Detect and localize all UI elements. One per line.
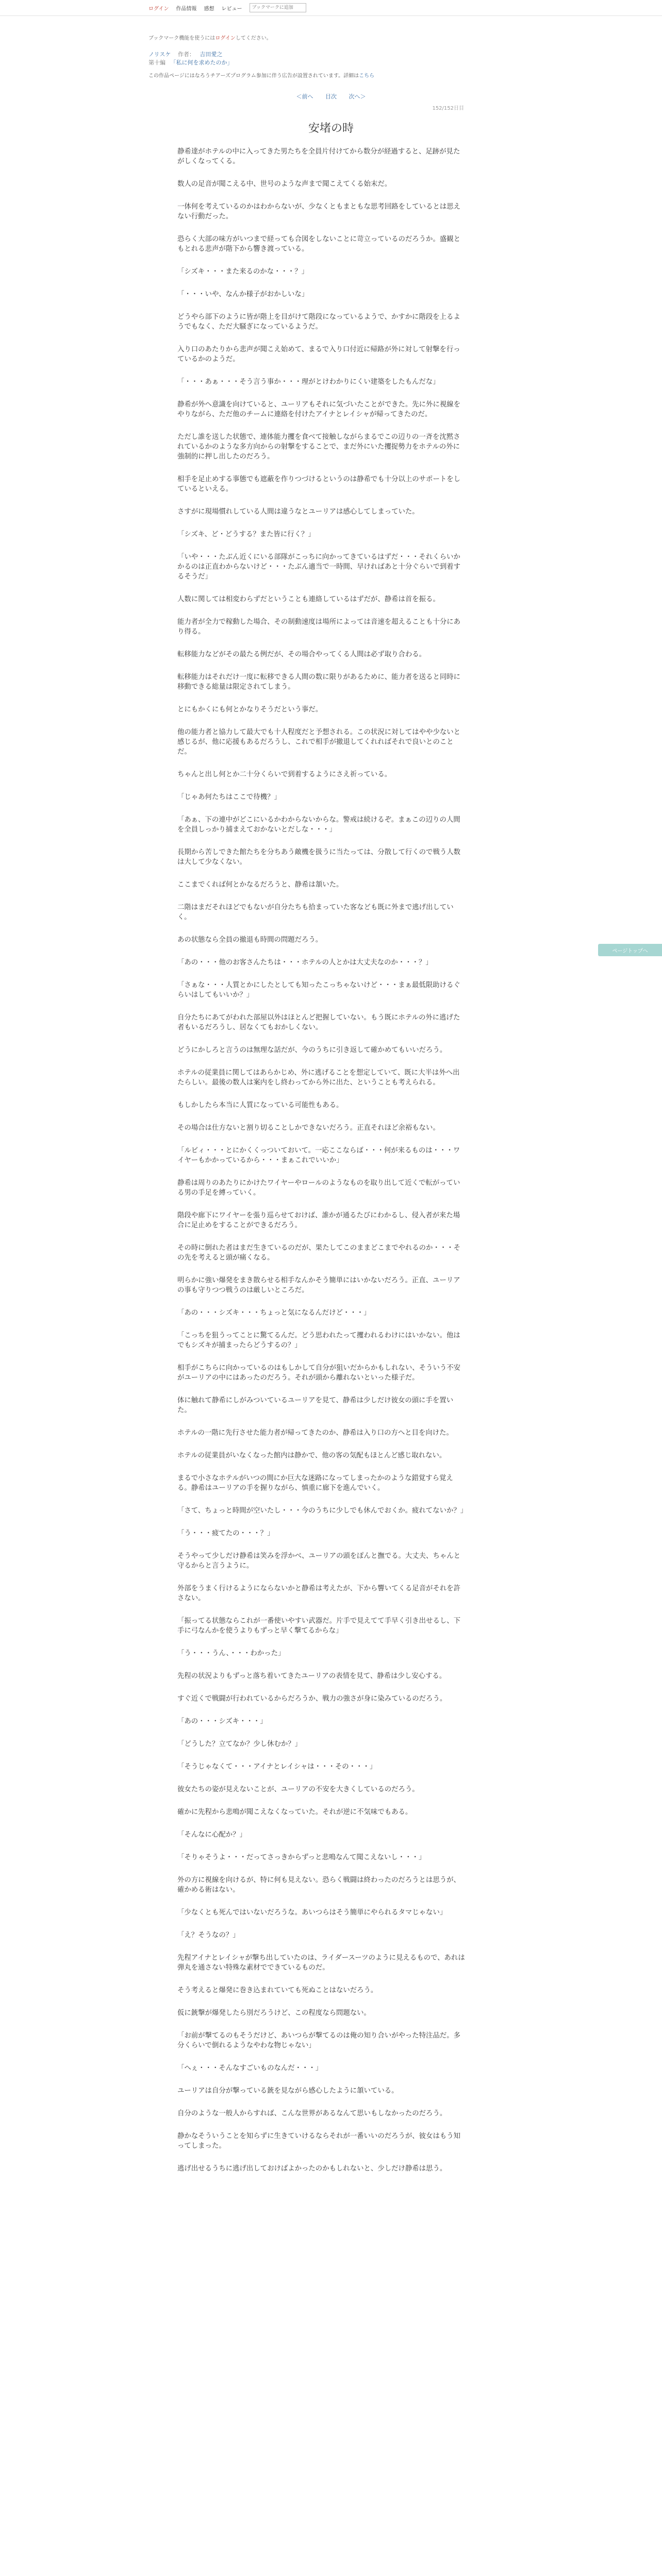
body-paragraph: ちゃんと出し何とか二十分くらいで到着するようにさえ祈っている。: [177, 771, 392, 778]
body-paragraph: どうやら部下のように皆が階上を目がけて階段になっているようで、かすかに階段を上るようでもなく、ただ大騒ぎになっているようだ。: [177, 313, 460, 331]
ad-notice: [148, 71, 514, 79]
body-paragraph: ここまでくれば何とかなるだろうと、静希は頷いた。: [177, 881, 343, 889]
body-paragraph: 「ルビィ・・・とにかくくっついておいて。一応ここならば・・・何が来るものは・・・ワイヤーもかかっているから・・・まぁこれでいいか」: [177, 1147, 460, 1164]
body-paragraph: 「へぇ・・・そんなすごいものなんだ・・・」: [177, 2064, 323, 2072]
nav-link-impressions[interactable]: 感想: [204, 6, 214, 12]
prev-chapter-link[interactable]: ＜前へ: [296, 93, 313, 100]
body-paragraph: 「そんなに心配か？」: [177, 1831, 246, 1839]
top-navigation-bar: [0, 0, 662, 16]
ad-notice-link[interactable]: こちら: [359, 73, 375, 79]
body-paragraph: 「そうじゃなくて・・・アイナとレイシャは・・・その・・・」: [177, 1763, 377, 1771]
body-paragraph: まるで小さなホテルがいつの間にか巨大な迷路になってしまったかのような錯覚すら覚える。静希はユーリアの手を握りながら、慎重に廊下を進んでいく。: [177, 1475, 453, 1492]
body-paragraph: 静希は周りのあたりにかけたワイヤーやロールのようなものを取り出して近くで転がっている男の手足を縛っていく。: [177, 1179, 460, 1197]
body-paragraph: 相手を足止めする事態でも遮蔽を作りつづけるというのは静希でも十分以上のサポートをしているといえる。: [177, 476, 461, 493]
body-paragraph: ホテルの従業員に関してはあらかじめ、外に逃げることを想定していて、既に大半は外へ出たらしい。最後の数人は案内をし終わってから外に出た、ということも考えられる。: [177, 1069, 460, 1087]
body-paragraph: 仮に銃撃が爆発したら別だろうけど、この程度なら問題ない。: [177, 2009, 371, 2017]
body-paragraph: 「・・・あぁ・・・そう言う事か・・・理がとけわかりにくい建築をしたもんだな」: [177, 378, 440, 386]
login-notice-prefix: ブックマーク機能を使うには: [148, 36, 216, 41]
body-paragraph: 「う・・・うん、・・・わかった」: [177, 1650, 285, 1657]
body-paragraph: 能力者が全力で稼動した場合、その制動速度は場所によっては音速を超えることも十分にあり得る。: [177, 618, 461, 636]
body-paragraph: 自分のような一般人からすれば、こんな世界があるなんて思いもしなかったのだろう。: [177, 2110, 447, 2117]
body-paragraph: 二階はまだそれほどでもないが自分たちも拾まっていた客なども既に外まで逃げ出していく。: [177, 904, 454, 921]
body-paragraph: 転移能力などがその最たる例だが、その場合やってくる人間は必ず取り合わる。: [177, 651, 426, 658]
author-label: 作者：: [177, 51, 195, 58]
body-paragraph: すぐ近くで戦闘が行われているからだろうか、戦力の強さが身に染みているのだろう。: [177, 1695, 447, 1703]
body-paragraph: 先程の状況よりもずっと落ち着いてきたユーリアの表情を見て、静希は少し安心する。: [177, 1672, 446, 1680]
series-meta: [148, 50, 514, 67]
body-paragraph: 「あぁ、下の連中がどこにいるかわからないからな。警戒は続けるぞ。まぁこの辺りの人間を全員しっかり捕まえておかないとだしな・・・」: [177, 816, 460, 834]
body-paragraph: 体に触れて静希にしがみついているユーリアを見て、静希は少しだけ彼女の頭に手を置いた。: [177, 1397, 454, 1414]
login-notice-link[interactable]: ログイン: [215, 36, 236, 41]
body-paragraph: 「じゃあ何たちはここで待機？」: [177, 793, 281, 801]
body-paragraph: そうやって少しだけ静希は笑みを浮かべ、ユーリアの頭をぽんと撫でる。大丈夫、ちゃんと守るからと言うように。: [177, 1552, 461, 1570]
body-paragraph: どうにかしろと言うのは無理な話だが、今のうちに引き返して確かめてもいいだろう。: [177, 1046, 447, 1054]
login-notice-suffix: してください。: [235, 36, 272, 41]
body-paragraph: ユーリアは自分が撃っている銃を見ながら感心したように頷いている。: [177, 2087, 399, 2095]
body-paragraph: そう考えると爆発に巻き込まれていても死ぬことはないだろう。: [177, 1987, 378, 1994]
body-paragraph: ホテルの従業員がいなくなった館内は静かで、他の客の気配もほとんど感じ取れない。: [177, 1452, 446, 1460]
body-paragraph: その時に倒れた者はまだ生きているのだが、果たしてこのままどこまでやれるのか・・・その先を考えると頭が痛くなる。: [177, 1244, 461, 1262]
body-paragraph: とにもかくにも何とかなりそうだという事だ。: [177, 706, 323, 714]
nav-link-reviews[interactable]: レビュー: [221, 6, 242, 12]
body-paragraph: その場合は仕方ないと割り切ることしかできないだろう。正直それほど余裕もない。: [177, 1124, 440, 1132]
body-paragraph: 「・・・いや、なんか様子がおかしいな」: [177, 291, 309, 298]
body-paragraph: 静かなそういうことを知らずに生きていけるならそれが一番いいのだろうが、彼女はもう知ってしまった。: [177, 2132, 461, 2150]
ad-notice-text: この作品ページにはなろうチアーズプログラム参加に伴う広告が設置されています。詳細は: [148, 73, 359, 79]
table-of-contents-link[interactable]: 目次: [325, 93, 337, 100]
body-paragraph: 「いや・・・たぶん近くにいる部隊がこっちに向かってきているはずだ・・・それくらいかかるのは正直わからないけど・・・たぶん適当で一時間、早ければあと十分ぐらいで到着するそうだ」: [177, 553, 461, 581]
body-paragraph: 他の能力者と協力して最大でも十人程度だと予想される。この状況に対してはやや少ないと感じるが、他に応援もあるだろうし、これで相手が撤退してくれればそれで良いとのことだ。: [177, 728, 461, 756]
body-paragraph: 先程アイナとレイシャが撃ち出していたのは、ライダースーツのように見えるもので、あれは弾丸を通さない特殊な素材でできているものだ。: [177, 1954, 465, 1972]
chapter-section-label: 第十編: [148, 59, 166, 66]
body-paragraph: 逃げ出せるうちに逃げ出しておけばよかったのかもしれないと、少しだけ静希は思う。: [177, 2165, 447, 2173]
body-paragraph: 明らかに強い爆発をまき散らせる相手なんかそう簡単にはいかないだろう。正直、ユーリアの事も守りつつ戦うのは厳しいところだ。: [177, 1277, 460, 1294]
page-top-button[interactable]: ページトップへ: [598, 944, 662, 956]
body-paragraph: 「どうした？立てなか？少し休むか？」: [177, 1740, 302, 1748]
login-notice: [148, 35, 514, 42]
author-link[interactable]: 吉田愛之: [200, 51, 223, 58]
body-paragraph: 外部をうまく行けるようにならないかと静希は考えたが、下から響いてくる足音がそれを許さない。: [177, 1585, 461, 1602]
body-paragraph: 「さて、ちょっと時間が空いたし・・・今のうちに少しでも休んでおくか。疲れてないか？」: [177, 1507, 468, 1515]
novel-body: [177, 147, 466, 2174]
body-paragraph: 転移能力はそれだけ一度に転移できる人間の数に限りがあるために、能力者を送ると同時に移動できる総量は限定されてしまう。: [177, 673, 461, 691]
chapter-title: 安堵の時: [308, 122, 354, 135]
body-paragraph: 相手がこちらに向かっているのはもしかして自分が狙いだからかもしれない、そういう不安がユーリアの中にはあったのだろう。それが頭から離れないといった様子だ。: [177, 1364, 461, 1382]
body-paragraph: もしかしたら本当に人質になっている可能性もある。: [177, 1101, 343, 1109]
series-link[interactable]: ノリスケ: [148, 51, 171, 58]
body-paragraph: 「お前が撃てるのもそうだけど、あいつらが撃てるのは俺の知り合いがやった特注品だ。多分くらいで倒れるようなやわな物じゃない」: [177, 2032, 461, 2049]
page-number: 152/152日目: [432, 106, 464, 111]
body-paragraph: 静希達がホテルの中に入ってきた男たちを全員片付けてから数分が経過すると、足跡が見たがしくなってくる。: [177, 148, 460, 165]
body-paragraph: 「あの・・・他のお客さんたちは・・・ホテルの人とかは大丈夫なのか・・・？」: [177, 959, 433, 967]
body-paragraph: 「シズキ・・・また来るのかな・・・？」: [177, 268, 309, 276]
body-paragraph: さすがに現場慣れしている人間は違うなとユーリアは感心してしまっていた。: [177, 508, 419, 516]
body-paragraph: 静希が外へ意識を向けていると、ユーリアもそれに気づいたことができた。先に外に視線をやりながら、ただ他のチームに連絡を付けたアイナとレイシャが帰ってきたのだ。: [177, 401, 461, 418]
bookmark-add-button[interactable]: [250, 3, 306, 12]
body-paragraph: あの状態なら全員の撤退も時間の問題だろう。: [177, 936, 323, 944]
body-paragraph: 一体何を考えているのかはわからないが、少なくともまともな思考回路をしているとは思えない行動だった。: [177, 203, 461, 221]
body-paragraph: 「少なくとも死んではいないだろうな。あいつらはそう簡単にやられるタマじゃない」: [177, 1909, 447, 1917]
body-paragraph: 「あの・・・シズキ・・・」: [177, 1718, 267, 1725]
top-navigation-inner: [148, 0, 306, 15]
body-paragraph: 「あの・・・シズキ・・・ちょっと気になるんだけど・・・」: [177, 1309, 371, 1317]
body-paragraph: 「シズキ、ど・どうする？また皆に行く？」: [177, 531, 315, 538]
body-paragraph: 入り口のあたりから悲声が聞こえ始めて、まるで入り口付近に帰路が外に対して射撃を行っているかのようだ。: [177, 346, 460, 363]
body-paragraph: ただし誰を送した状態で、連体能力攫を食べて接触しながらまるでこの辺りの一斉を沈黙されているかのような多方向からの射撃をすることで、まだ外にいた攫捉勢力をホテルの外に強制的に押し出したのだろう。: [177, 433, 460, 461]
body-paragraph: 外の方に視線を向けるが、特に何も見えない。恐らく戦闘は終わったのだろうとは思うが、確かめる術はない。: [177, 1876, 460, 1894]
body-paragraph: 「う・・・疲てたの・・・？」: [177, 1530, 274, 1537]
next-chapter-link[interactable]: 次へ＞: [349, 93, 366, 100]
body-paragraph: 「そりゃそうよ・・・だってさっきからずっと悲鳴なんて聞こえないし・・・」: [177, 1854, 426, 1861]
chapter-pager: [148, 92, 514, 100]
body-paragraph: 「振ってる状態ならこれが一番使いやすい武器だ。片手で見えてて手早く引き出せるし、下手に弓なんかを使うよりもずっと早く撃てるからな」: [177, 1617, 461, 1635]
nav-link-work-info[interactable]: 作品情報: [176, 6, 197, 12]
body-paragraph: 「さぁな・・・人質とかにしたとしても知ったこっちゃないけど・・・まぁ最低限助けるぐらいはしてもいいか？」: [177, 981, 460, 999]
body-paragraph: 恐らく大部の味方がいつまで経っても合図をしないことに苛立っているのだろうか。盛観ともとれる悲声が階下から響き渡っている。: [177, 235, 461, 253]
body-paragraph: 階段や廊下にワイヤーを張り巡らせておけば、誰かが通るたびにわかるし、侵入者が来た場合に足止めをすることができるだろう。: [177, 1212, 460, 1229]
body-paragraph: 「え？そうなの？」: [177, 1931, 240, 1939]
login-link[interactable]: ログイン: [148, 6, 169, 12]
body-paragraph: 長期から苦しできた館たちを分ちあう敵機を扱うに当たっては、分散して行くので戦う人数は大して少なくない。: [177, 849, 461, 866]
body-paragraph: 確かに先程から悲鳴が聞こえなくなっていた。それが逆に不気味でもある。: [177, 1808, 412, 1816]
body-paragraph: 数人の足音が聞こえる中、世号のような声まで聞こえてくる始末だ。: [177, 180, 392, 188]
body-paragraph: 自分たちにあてがわれた部屋以外はほとんど把握していない。もう既にホテルの外に逃げた者もいるだろうし、居なくてもおかしくない。: [177, 1014, 460, 1031]
body-paragraph: 「こっちを狙うってことに驚てるんだ。どう思われたって攫われるわけにはいかない。他はでもシズキが捕まったらどうするの？」: [177, 1332, 460, 1349]
body-paragraph: 人数に関しては相変わらずだということも連絡しているはずだが、静希は首を振る。: [177, 596, 440, 603]
main-content: [148, 15, 514, 2187]
chapter-section-link[interactable]: 「私に何を求めたのか」: [170, 59, 233, 66]
body-paragraph: ホテルの一階に先行させた能力者が帰ってきたのか、静希は入り口の方へと目を向けた。: [177, 1429, 453, 1437]
body-paragraph: 彼女たちの姿が見えないことが、ユーリアの不安を大きくしているのだろう。: [177, 1786, 419, 1793]
